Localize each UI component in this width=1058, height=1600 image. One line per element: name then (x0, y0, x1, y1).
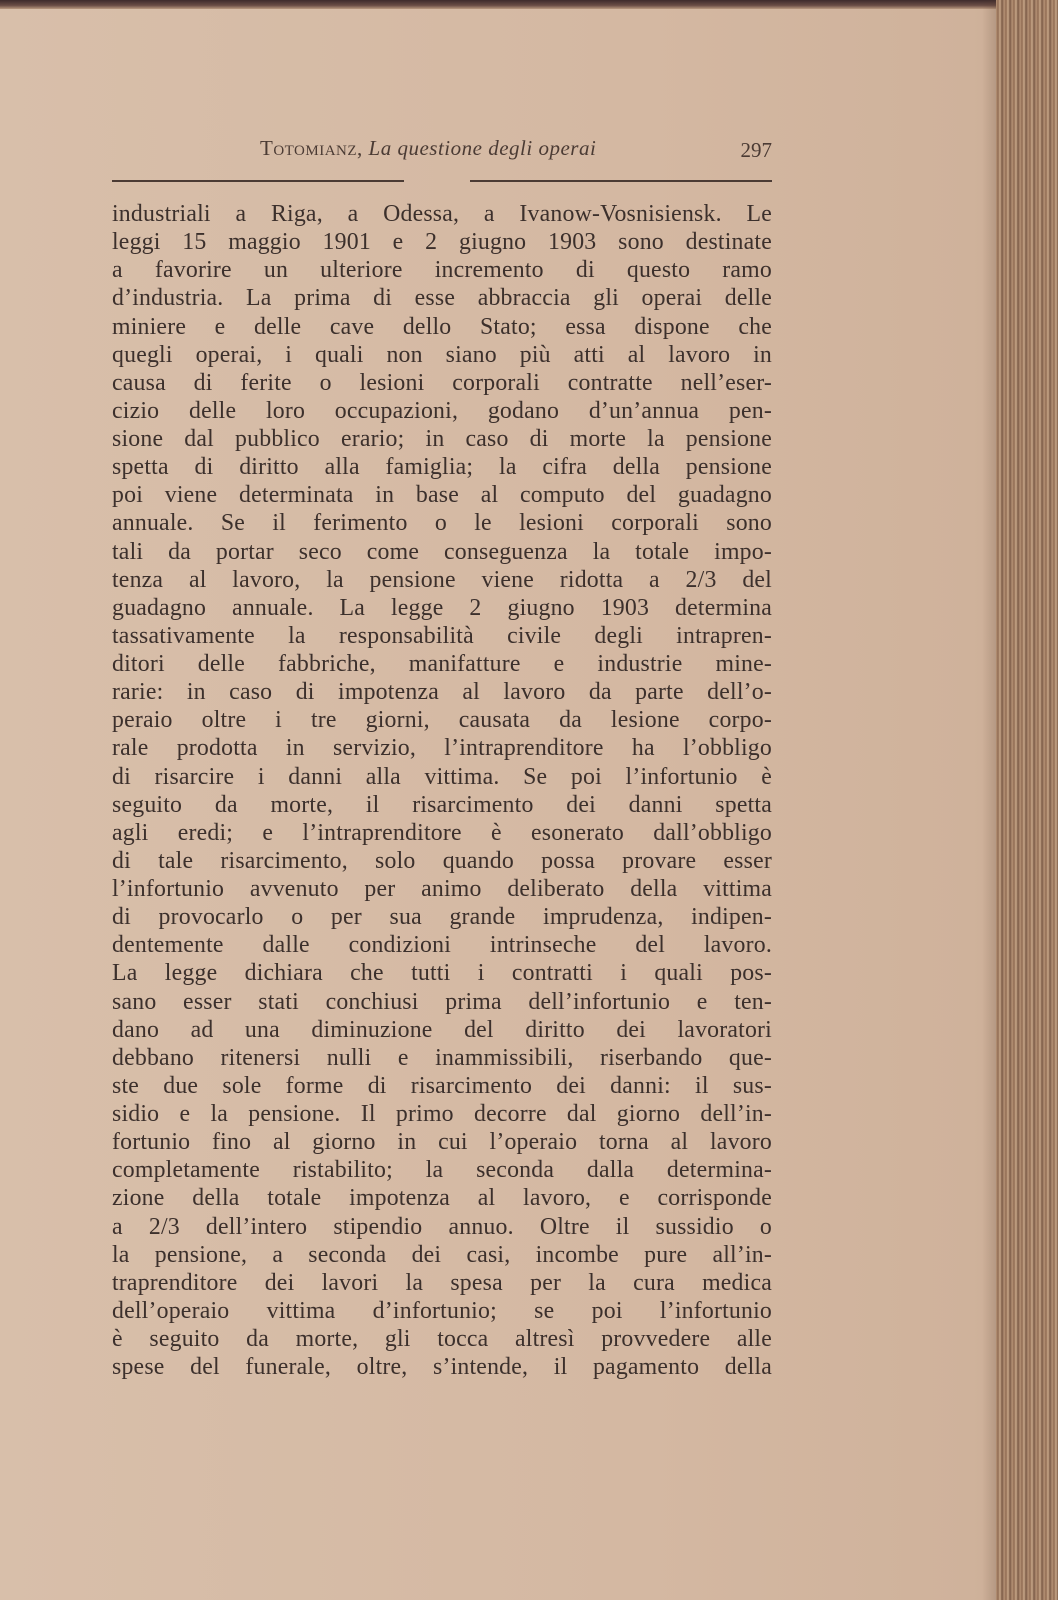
text-line: di risarcire i danni alla vittima. Se poi l’infortunio è (112, 763, 772, 790)
text-line: completamente ristabilito; la seconda dalla determina- (112, 1157, 772, 1184)
text-line: sidio e la pensione. Il primo decorre dal giorno dell’in- (112, 1101, 772, 1127)
header-rule-left (112, 180, 404, 182)
text-line: di tale risarcimento, solo quando possa provare esser (112, 847, 772, 874)
text-line: cizio delle loro occupazioni, godano d’un’annua pen- (112, 397, 772, 424)
header-rule-right (470, 180, 772, 182)
text-line: ditori delle fabbriche, manifatture e industrie mine- (112, 651, 772, 677)
text-line: di provocarlo o per sua grande imprudenza, indipen- (112, 904, 772, 931)
text-line: causa di ferite o lesioni corporali contratte nell’eser- (112, 369, 772, 396)
text-line: la pensione, a seconda dei casi, incombe pure all’in- (112, 1241, 772, 1268)
text-line: tenza al lavoro, la pensione viene ridotta a 2/3 del (112, 566, 772, 593)
book-spine-edge (996, 0, 1058, 1600)
text-line: a 2/3 dell’intero stipendio annuo. Oltre il sussidio o (112, 1213, 772, 1240)
text-line: seguito da morte, il risarcimento dei danni spetta (112, 791, 772, 818)
text-line: La legge dichiara che tutti i contratti i quali pos- (112, 960, 772, 987)
running-work-title: La questione degli operai (368, 136, 597, 160)
text-line: rale prodotta in servizio, l’intraprenditore ha l’obbligo (112, 735, 772, 762)
text-line: tassativamente la responsabilità civile degli intrapren- (112, 622, 772, 649)
text-line: sione dal pubblico erario; in caso di morte la pensione (112, 426, 772, 452)
text-line: miniere e delle cave dello Stato; essa dispone che (112, 313, 772, 340)
page-number: 297 (740, 138, 772, 162)
text-line: debbano ritenersi nulli e inammissibili, riserbando que- (112, 1044, 772, 1071)
text-line: l’infortunio avvenuto per animo deliberato della vittima (112, 876, 772, 902)
text-line: industriali a Riga, a Odessa, a Ivanow-Vosnisiensk. Le (112, 201, 772, 227)
text-line: guadagno annuale. La legge 2 giugno 1903 determina (112, 594, 772, 621)
text-line: è seguito da morte, gli tocca altresì provvedere alle (112, 1326, 772, 1352)
text-line: agli eredi; e l’intraprenditore è esonerato dall’obbligo (112, 819, 772, 846)
text-line: tali da portar seco come conseguenza la totale impo- (112, 538, 772, 565)
text-line: dano ad una diminuzione del diritto dei lavoratori (112, 1016, 772, 1043)
running-author: Totomianz, (260, 136, 363, 160)
text-line: dentemente dalle condizioni intrinseche del lavoro. (112, 932, 772, 959)
running-head (112, 136, 772, 166)
text-line: fortunio fino al giorno in cui l’operaio torna al lavoro (112, 1129, 772, 1156)
text-line: rarie: in caso di impotenza al lavoro da parte dell’o- (112, 679, 772, 706)
text-line: poi viene determinata in base al computo del guadagno (112, 482, 772, 509)
text-line: sano esser stati conchiusi prima dell’infortunio e ten- (112, 988, 772, 1015)
text-line: d’industria. La prima di esse abbraccia gli operai delle (112, 285, 772, 312)
text-line: zione della totale impotenza al lavoro, e corrisponde (112, 1185, 772, 1212)
running-title (260, 136, 596, 161)
spine-shadow (982, 0, 996, 1600)
text-line: ste due sole forme di risarcimento dei danni: il sus- (112, 1072, 772, 1099)
text-line: spetta di diritto alla famiglia; la cifra della pensione (112, 454, 772, 481)
text-line: quegli operai, i quali non siano più atti al lavoro in (112, 341, 772, 368)
text-line: traprenditore dei lavori la spesa per la cura medica (112, 1269, 772, 1296)
text-line: spese del funerale, oltre, s’intende, il pagamento della (112, 1354, 772, 1381)
text-line: a favorire un ulteriore incremento di questo ramo (112, 257, 772, 284)
text-line: peraio oltre i tre giorni, causata da lesione corpo- (112, 707, 772, 734)
body-text (112, 200, 772, 1381)
page-top-edge (0, 0, 1058, 9)
text-line: annuale. Se il ferimento o le lesioni corporali sono (112, 510, 772, 537)
text-line: dell’operaio vittima d’infortunio; se poi l’infortunio (112, 1297, 772, 1324)
text-line: leggi 15 maggio 1901 e 2 giugno 1903 sono destinate (112, 229, 772, 256)
